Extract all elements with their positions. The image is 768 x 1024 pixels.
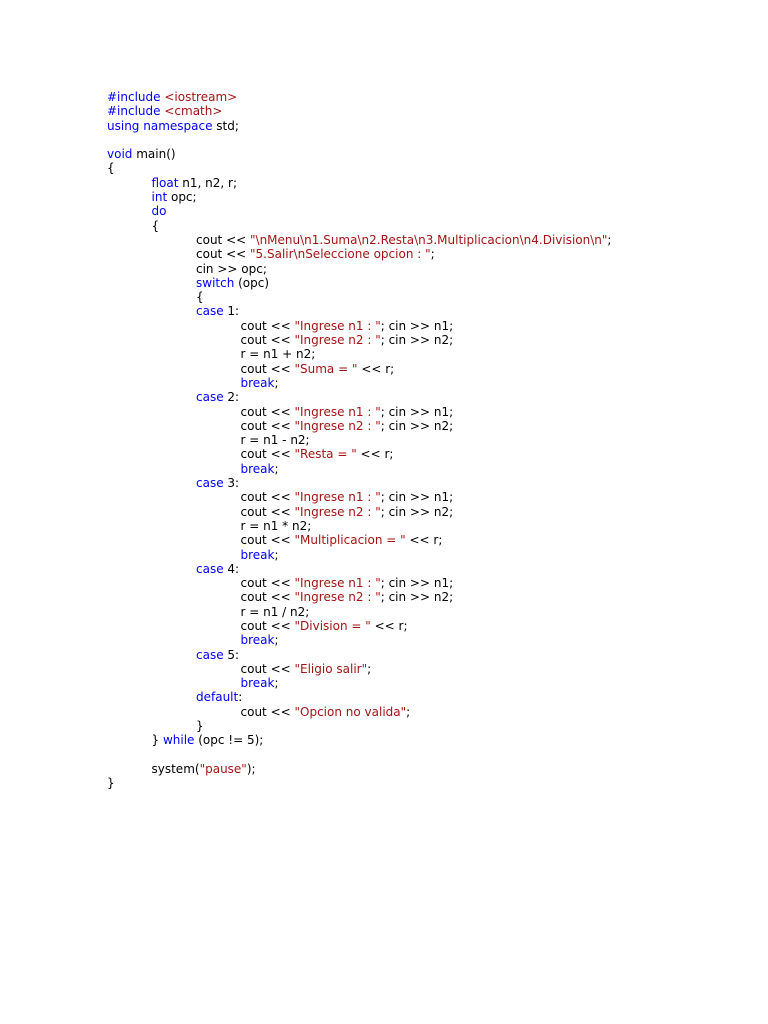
- include-header-token: <cmath>: [164, 104, 223, 119]
- code-text-token: cout <<: [240, 418, 295, 433]
- code-line: [107, 104, 611, 118]
- code-text-token: (opc != 5);: [194, 733, 264, 748]
- code-line: [107, 748, 611, 762]
- code-text-token: cout <<: [240, 618, 295, 633]
- code-text-token: system(: [151, 761, 200, 776]
- code-line: [107, 433, 611, 447]
- code-text-token: cout <<: [240, 533, 295, 548]
- code-line: [107, 633, 611, 647]
- string-token: "Multiplicacion = ": [294, 533, 406, 548]
- code-line: [107, 590, 611, 604]
- code-line: [107, 290, 611, 304]
- code-text-token: ;: [274, 375, 279, 390]
- code-line: [107, 562, 611, 576]
- code-line: [107, 176, 611, 190]
- code-text-token: :: [238, 690, 243, 705]
- code-line: [107, 419, 611, 433]
- code-line: [107, 447, 611, 461]
- code-text-token: );: [246, 761, 256, 776]
- code-line: [107, 147, 611, 161]
- code-line: [107, 676, 611, 690]
- keyword-token: break: [240, 676, 275, 691]
- code-line: [107, 262, 611, 276]
- code-line: [107, 462, 611, 476]
- keyword-token: void: [107, 147, 133, 162]
- string-token: "5.Salir\nSeleccione opcion : ": [250, 247, 431, 262]
- code-line: [107, 190, 611, 204]
- code-line: [107, 319, 611, 333]
- string-token: "Ingrese n2 : ": [294, 333, 381, 348]
- code-text-token: ; cin >> n2;: [380, 333, 454, 348]
- keyword-token: default: [196, 690, 239, 705]
- code-text-token: cout <<: [240, 661, 295, 676]
- code-line: [107, 548, 611, 562]
- string-token: "Ingrese n2 : ": [294, 418, 381, 433]
- code-line: [107, 247, 611, 261]
- code-block: [107, 90, 611, 791]
- keyword-token: break: [240, 375, 275, 390]
- code-text-token: ; cin >> n2;: [380, 590, 454, 605]
- string-token: "Suma = ": [294, 361, 358, 376]
- code-text-token: }: [107, 776, 115, 791]
- code-line: [107, 390, 611, 404]
- string-token: "Ingrese n1 : ": [294, 404, 381, 419]
- keyword-token: break: [240, 633, 275, 648]
- code-line: [107, 333, 611, 347]
- code-text-token: cout <<: [196, 247, 250, 262]
- code-line: [107, 719, 611, 733]
- code-line: [107, 519, 611, 533]
- code-line: [107, 204, 611, 218]
- code-text-token: << r;: [357, 361, 395, 376]
- code-line: [107, 576, 611, 590]
- code-text-token: std;: [212, 118, 239, 133]
- code-line: [107, 533, 611, 547]
- code-line: [107, 619, 611, 633]
- keyword-token: case: [196, 476, 224, 491]
- string-token: "Ingrese n2 : ": [294, 504, 381, 519]
- string-token: "Ingrese n1 : ": [294, 576, 381, 591]
- code-text-token: cout <<: [196, 232, 250, 247]
- code-text-token: << r;: [370, 618, 408, 633]
- code-text-token: ;: [274, 633, 279, 648]
- code-text-token: cout <<: [240, 404, 295, 419]
- keyword-token: break: [240, 547, 275, 562]
- code-text-token: cout <<: [240, 576, 295, 591]
- code-text-token: main(): [132, 147, 176, 162]
- string-token: "Division = ": [294, 618, 371, 633]
- code-text-token: ; cin >> n2;: [380, 504, 454, 519]
- code-text-token: cout <<: [240, 361, 295, 376]
- code-line: [107, 219, 611, 233]
- code-text-token: (opc): [234, 275, 270, 290]
- code-text-token: cout <<: [240, 447, 295, 462]
- code-text-token: cout <<: [240, 590, 295, 605]
- code-text-token: ;: [607, 232, 612, 247]
- code-text-token: n1, n2, r;: [178, 175, 237, 190]
- code-text-token: cin >> opc;: [196, 261, 267, 276]
- code-text-token: ;: [367, 661, 372, 676]
- preprocessor-token: #include: [107, 104, 165, 119]
- string-token: "Eligio salir": [294, 661, 368, 676]
- keyword-token: break: [240, 461, 275, 476]
- keyword-token: case: [196, 647, 224, 662]
- code-line: [107, 733, 611, 747]
- keyword-token: using: [107, 118, 140, 133]
- keyword-token: int: [151, 190, 168, 205]
- code-text-token: ;: [274, 461, 279, 476]
- code-line: [107, 648, 611, 662]
- code-text-token: ;: [274, 547, 279, 562]
- string-token: "Opcion no valida": [294, 704, 407, 719]
- code-text-token: << r;: [405, 533, 443, 548]
- code-text-token: ; cin >> n2;: [380, 418, 454, 433]
- code-line: [107, 405, 611, 419]
- code-line: [107, 776, 611, 790]
- keyword-token: switch: [196, 275, 235, 290]
- code-line: [107, 605, 611, 619]
- code-text-token: ; cin >> n1;: [380, 576, 454, 591]
- code-text-token: ; cin >> n1;: [380, 490, 454, 505]
- code-line: [107, 505, 611, 519]
- code-line: [107, 119, 611, 133]
- code-line: [107, 276, 611, 290]
- code-text-token: cout <<: [240, 490, 295, 505]
- code-text-token: cout <<: [240, 704, 295, 719]
- code-line: [107, 690, 611, 704]
- code-line: [107, 476, 611, 490]
- code-text-token: }: [196, 719, 204, 734]
- code-text-token: cout <<: [240, 333, 295, 348]
- keyword-token: case: [196, 390, 224, 405]
- code-text-token: 4:: [223, 561, 240, 576]
- code-text-token: 2:: [223, 390, 240, 405]
- code-text-token: 5:: [223, 647, 240, 662]
- string-token: "Ingrese n1 : ": [294, 490, 381, 505]
- code-line: [107, 161, 611, 175]
- code-text-token: ; cin >> n1;: [380, 318, 454, 333]
- code-line: [107, 90, 611, 104]
- include-header-token: <iostream>: [164, 90, 238, 104]
- keyword-token: float: [151, 175, 179, 190]
- string-token: "pause": [199, 761, 247, 776]
- code-line: [107, 490, 611, 504]
- code-text-token: ;: [430, 247, 435, 262]
- code-text-token: r = n1 / n2;: [240, 604, 310, 619]
- code-text-token: }: [151, 733, 163, 748]
- code-text-token: r = n1 - n2;: [240, 433, 310, 448]
- keyword-token: while: [162, 733, 195, 748]
- string-token: "\nMenu\n1.Suma\n2.Resta\n3.Multiplicacion\n4.Division\n": [250, 232, 608, 247]
- code-text-token: << r;: [356, 447, 394, 462]
- string-token: "Ingrese n1 : ": [294, 318, 381, 333]
- string-token: "Ingrese n2 : ": [294, 590, 381, 605]
- code-text-token: ;: [406, 704, 411, 719]
- code-text-token: {: [196, 290, 204, 305]
- code-text-token: r = n1 * n2;: [240, 518, 312, 533]
- keyword-token: do: [151, 204, 167, 219]
- code-line: [107, 705, 611, 719]
- code-line: [107, 304, 611, 318]
- keyword-token: case: [196, 304, 224, 319]
- keyword-token: namespace: [143, 118, 213, 133]
- code-text-token: ; cin >> n1;: [380, 404, 454, 419]
- code-text-token: opc;: [167, 190, 197, 205]
- code-line: [107, 376, 611, 390]
- code-text-token: {: [151, 218, 160, 233]
- code-line: [107, 233, 611, 247]
- code-text-token: r = n1 + n2;: [240, 347, 316, 362]
- code-text-token: ;: [274, 676, 279, 691]
- code-text-token: 1:: [223, 304, 240, 319]
- code-text-token: cout <<: [240, 318, 295, 333]
- preprocessor-token: #include: [107, 90, 165, 104]
- keyword-token: case: [196, 561, 224, 576]
- code-text-token: {: [107, 161, 115, 176]
- code-line: [107, 762, 611, 776]
- code-text-token: cout <<: [240, 504, 295, 519]
- code-line: [107, 362, 611, 376]
- code-text-token: 3:: [223, 476, 240, 491]
- code-line: [107, 347, 611, 361]
- code-line: [107, 133, 611, 147]
- string-token: "Resta = ": [294, 447, 357, 462]
- code-line: [107, 662, 611, 676]
